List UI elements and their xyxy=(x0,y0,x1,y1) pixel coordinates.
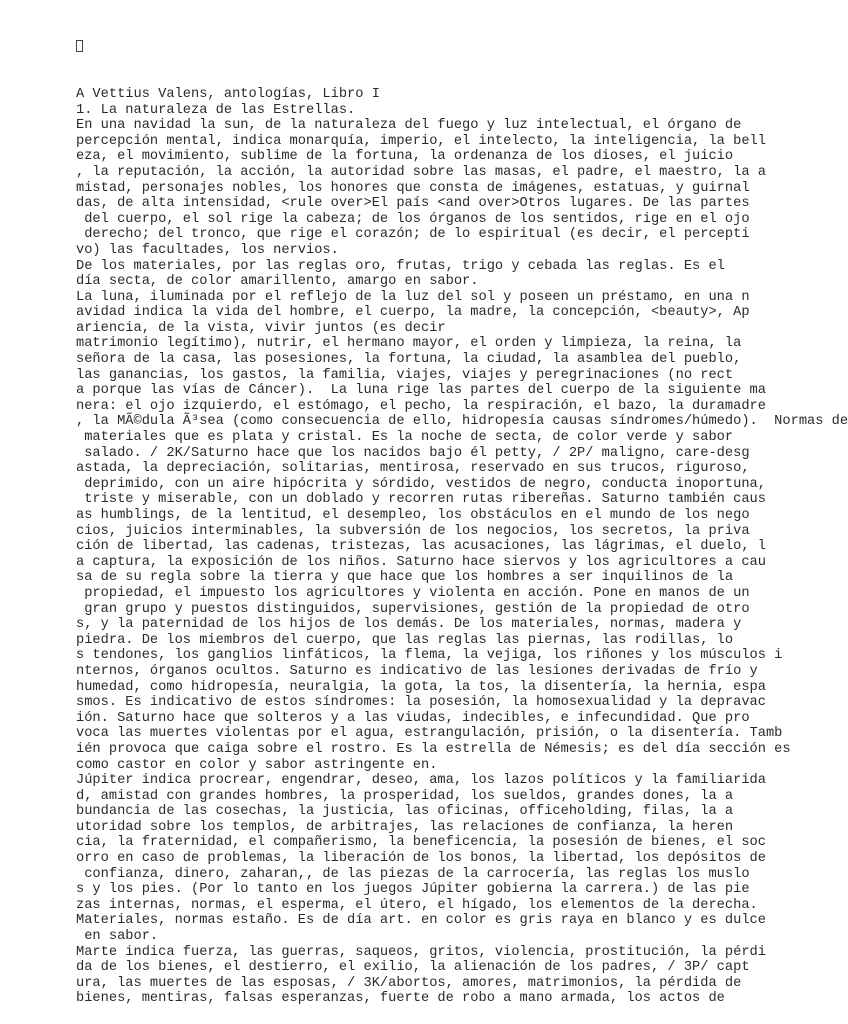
text-line: salado. / 2K/Saturno hace que los nacidos bajo él petty, / 2P/ maligno, care-desg xyxy=(76,445,750,461)
text-line: En una navidad la sun, de la naturaleza del fuego y luz intelectual, el órgano de xyxy=(76,118,742,134)
text-line: bundancia de las cosechas, la justicia, las oficinas, officeholding, filas, la a xyxy=(76,804,734,820)
text-line: las ganancias, los gastos, la familia, viajes, viajes y peregrinaciones (no rect xyxy=(76,367,734,383)
text-line: matrimonio legítimo), nutrir, el hermano mayor, el orden y limpieza, la reina, la xyxy=(76,336,742,352)
text-line: confianza, dinero, zaharan,, de las piezas de la carrocería, las reglas los muslo xyxy=(76,866,750,882)
text-line: triste y miserable, con un doblado y recorren rutas ribereñas. Saturno también caus xyxy=(76,492,766,508)
text-line: señora de la casa, las posesiones, la fortuna, la ciudad, la asamblea del pueblo, xyxy=(76,352,742,368)
text-line: eza, el movimiento, sublime de la fortuna, la ordenanza de los dioses, el juicio xyxy=(76,149,734,165)
missing-glyph-line xyxy=(76,40,848,56)
missing-glyph-icon xyxy=(76,40,83,52)
text-line: en sabor. xyxy=(76,929,159,945)
document-text xyxy=(76,9,848,1007)
text-line: materiales que es plata y cristal. Es la noche de secta, de color verde y sabor xyxy=(76,430,734,446)
text-line: Materiales, normas estaño. Es de día art. en color es gris raya en blanco y es dulce xyxy=(76,913,766,929)
text-line: ión. Saturno hace que solteros y a las viudas, indecibles, e infecundidad. Que pro xyxy=(76,710,750,726)
text-line: as humblings, de la lentitud, el desempleo, los obstáculos en el mundo de los nego xyxy=(76,508,750,523)
text-line: a porque las vías de Cáncer). La luna rige las partes del cuerpo de la siguiente ma xyxy=(76,383,766,399)
text-line: smos. Es indicativo de estos síndromes: la posesión, la homosexualidad y la depravac xyxy=(76,695,766,711)
text-line: utoridad sobre los templos, de arbitrajes, las relaciones de confianza, la heren xyxy=(76,819,734,835)
text-line: deprimido, con un aire hipócrita y sórdido, vestidos de negro, conducta inoportuna, xyxy=(76,476,766,492)
text-line: cia, la fraternidad, el compañerismo, la beneficencia, la posesión de bienes, el soc xyxy=(76,835,766,851)
text-line: nera: el ojo izquierdo, el estómago, el pecho, la respiración, el bazo, la duramadre xyxy=(76,398,766,414)
text-line: avidad indica la vida del hombre, el cuerpo, la madre, la concepción, <beauty>, Ap xyxy=(76,305,750,321)
text-line: d, amistad con grandes hombres, la prosperidad, los sueldos, grandes dones, la a xyxy=(76,788,734,804)
text-line: nternos, órganos ocultos. Saturno es indicativo de las lesiones derivadas de frío y xyxy=(76,663,758,679)
text-line: ura, las muertes de las esposas, / 3K/abortos, amores, matrimonios, la pérdida de xyxy=(76,975,742,991)
text-line: gran grupo y puestos distinguidos, supervisiones, gestión de la propiedad de otro xyxy=(76,601,750,617)
text-line: ién provoca que caiga sobre el rostro. Es la estrella de Némesis; es del día sección es xyxy=(76,741,791,757)
text-line: humedad, como hidropesía, neuralgia, la gota, la tos, la disentería, la hernia, espa xyxy=(76,679,766,695)
text-line: del cuerpo, el sol rige la cabeza; de los órganos de los sentidos, rige en el ojo xyxy=(76,211,750,227)
text-line: propiedad, el impuesto los agricultores y violenta en acción. Pone en manos de un xyxy=(76,585,750,601)
text-line: s tendones, los ganglios linfáticos, la flema, la vejiga, los riñones y los músculos i xyxy=(76,648,783,664)
text-line: derecho; del tronco, que rige el corazón; de lo espiritual (es decir, el percepti xyxy=(76,227,750,243)
text-line: ariencia, de la vista, vivir juntos (es decir xyxy=(76,320,446,336)
text-line: La luna, iluminada por el reflejo de la luz del sol y poseen un préstamo, en una n xyxy=(76,289,750,305)
text-line: De los materiales, por las reglas oro, frutas, trigo y cebada las reglas. Es el xyxy=(76,258,725,274)
text-line: mistad, personajes nobles, los honores que consta de imágenes, estatuas, y guirnal xyxy=(76,180,750,196)
text-line: , la reputación, la acción, la autoridad sobre las masas, el padre, el maestro, la a xyxy=(76,164,766,180)
text-line: s y los pies. (Por lo tanto en los juegos Júpiter gobierna la carrera.) de las pie xyxy=(76,882,750,898)
text-line: voca las muertes violentas por el agua, estrangulación, prisión, o la disentería. Tamb xyxy=(76,726,783,742)
document-title: A Vettius Valens, antologías, Libro I xyxy=(76,86,380,102)
text-line: bienes, mentiras, falsas esperanzas, fuerte de robo a mano armada, los actos de xyxy=(76,991,725,1007)
text-line: das, de alta intensidad, <rule over>El país <and over>Otros lugares. De las partes xyxy=(76,196,750,212)
text-line: Júpiter indica procrear, engendrar, deseo, ama, los lazos políticos y la familiarida xyxy=(76,773,766,789)
text-line: día secta, de color amarillento, amargo en sabor. xyxy=(76,274,479,290)
text-line: como castor en color y sabor astringente en. xyxy=(76,757,438,773)
text-line: a captura, la exposición de los niños. Saturno hace siervos y los agricultores a cau xyxy=(76,554,766,570)
text-line: cios, juicios interminables, la subversión de los negocios, los secretos, la priva xyxy=(76,523,750,539)
text-line: ción de libertad, las cadenas, tristezas, las acusaciones, las lágrimas, el duelo, l xyxy=(76,539,766,555)
text-line: percepción mental, indica monarquía, imperio, el intelecto, la inteligencia, la bell xyxy=(76,133,766,149)
text-line: astada, la depreciación, solitarias, mentirosa, reservado en sus trucos, riguroso, xyxy=(76,461,750,477)
text-line: , la MÃ©dula Ã³sea (como consecuencia de ello, hidropesía causas síndromes/húmedo). Normas de xyxy=(76,414,848,430)
text-line: zas internas, normas, el esperma, el útero, el hígado, los elementos de la derecha. xyxy=(76,897,758,913)
text-line: sa de su regla sobre la tierra y que hace que los hombres a ser inquilinos de la xyxy=(76,570,734,586)
text-line: orro en caso de problemas, la liberación de los bonos, la libertad, los depósitos de xyxy=(76,851,766,867)
text-line: vo) las facultades, los nervios. xyxy=(76,242,339,258)
text-line: Marte indica fuerza, las guerras, saqueos, gritos, violencia, prostitución, la pérdi xyxy=(76,944,766,960)
text-line: piedra. De los miembros del cuerpo, que las reglas las piernas, las rodillas, lo xyxy=(76,632,734,648)
text-line: da de los bienes, el destierro, el exilio, la alienación de los padres, / 3P/ capt xyxy=(76,960,750,976)
text-line: s, y la paternidad de los hijos de los demás. De los materiales, normas, madera y xyxy=(76,617,742,633)
section-heading: 1. La naturaleza de las Estrellas. xyxy=(76,102,356,118)
